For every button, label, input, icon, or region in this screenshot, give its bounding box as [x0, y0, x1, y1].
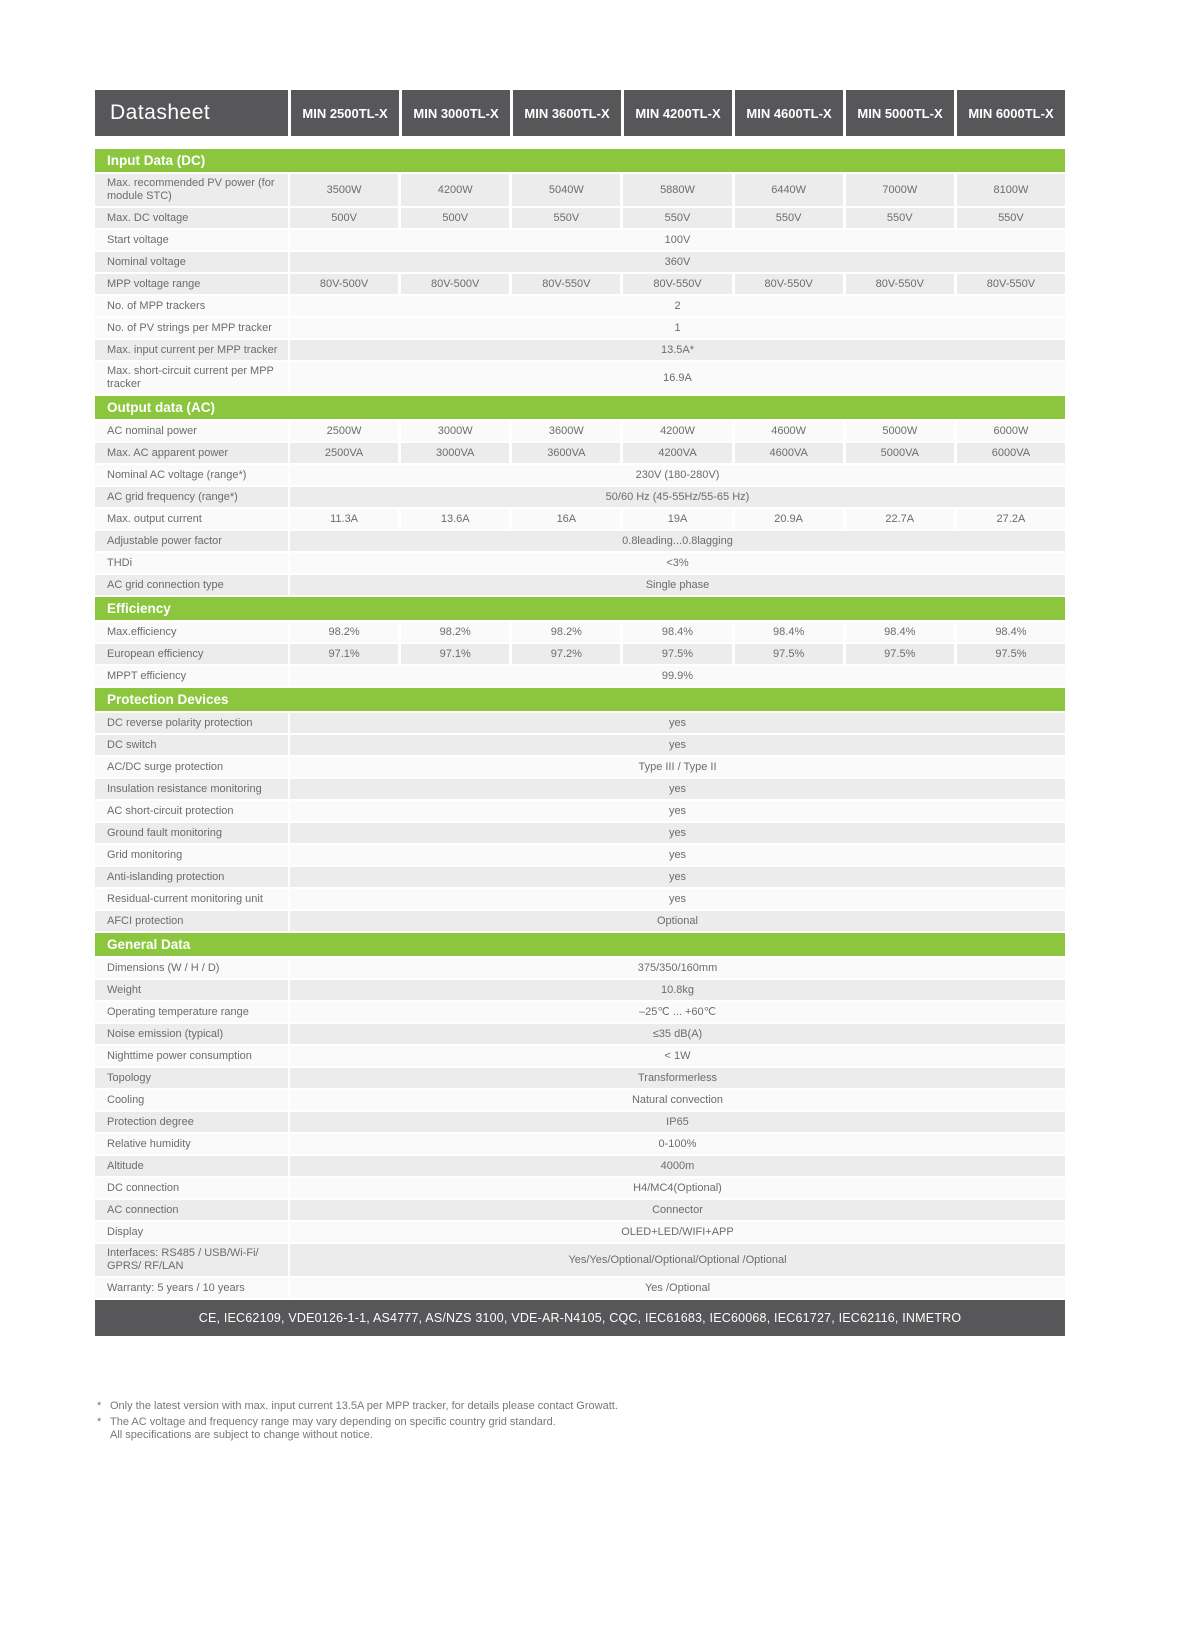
spec-values	[290, 889, 1065, 909]
spec-value: 550V	[846, 208, 954, 228]
spec-row	[95, 867, 1065, 887]
spec-label: AC connection	[95, 1200, 288, 1220]
spec-value: 6000VA	[957, 443, 1065, 463]
spec-row	[95, 274, 1065, 294]
spec-label: Start voltage	[95, 230, 288, 250]
spec-value: 2500VA	[290, 443, 398, 463]
spec-value: 11.3A	[290, 509, 398, 529]
spec-value: 550V	[512, 208, 620, 228]
spec-value: 6440W	[735, 174, 843, 206]
spec-value: 98.2%	[512, 622, 620, 642]
spec-values	[290, 1244, 1065, 1276]
spec-value: 80V-500V	[401, 274, 509, 294]
spec-value: 97.5%	[846, 644, 954, 664]
model-header-min-2500tl-x: MIN 2500TL-X	[291, 90, 399, 136]
spec-row	[95, 509, 1065, 529]
spec-value: 80V-500V	[290, 274, 398, 294]
footnotes	[95, 1400, 1065, 1442]
spec-value-span: ≤35 dB(A)	[290, 1024, 1065, 1044]
spec-row	[95, 1178, 1065, 1198]
spec-value-span: 100V	[290, 230, 1065, 250]
spec-values	[290, 553, 1065, 573]
spec-value: 97.5%	[957, 644, 1065, 664]
spec-value-span: Connector	[290, 1200, 1065, 1220]
spec-value-span: yes	[290, 735, 1065, 755]
spec-value: 98.4%	[623, 622, 731, 642]
spec-row	[95, 644, 1065, 664]
model-header-min-5000tl-x: MIN 5000TL-X	[846, 90, 954, 136]
model-header-min-4600tl-x: MIN 4600TL-X	[735, 90, 843, 136]
spec-label: Noise emission (typical)	[95, 1024, 288, 1044]
spec-values	[290, 757, 1065, 777]
spec-value: 80V-550V	[957, 274, 1065, 294]
spec-values	[290, 274, 1065, 294]
footnote-marker: *	[97, 1400, 102, 1412]
spec-value: 80V-550V	[512, 274, 620, 294]
spec-label: Ground fault monitoring	[95, 823, 288, 843]
spec-value-span: 0.8leading...0.8lagging	[290, 531, 1065, 551]
spec-row	[95, 801, 1065, 821]
spec-row	[95, 208, 1065, 228]
spec-value-span: 13.5A*	[290, 340, 1065, 360]
spec-values	[290, 1024, 1065, 1044]
spec-label: AC grid connection type	[95, 575, 288, 595]
spec-values	[290, 713, 1065, 733]
spec-row	[95, 531, 1065, 551]
spec-label: Nominal voltage	[95, 252, 288, 272]
section-title: Output data (AC)	[95, 396, 1065, 419]
spec-values	[290, 443, 1065, 463]
spec-label: Weight	[95, 980, 288, 1000]
section-title: Input Data (DC)	[95, 149, 1065, 172]
spec-label: AC nominal power	[95, 421, 288, 441]
spec-value: 80V-550V	[846, 274, 954, 294]
spec-row	[95, 1068, 1065, 1088]
spec-label: Dimensions (W / H / D)	[95, 958, 288, 978]
spec-values	[290, 230, 1065, 250]
spec-label: Max. output current	[95, 509, 288, 529]
spec-values	[290, 1068, 1065, 1088]
spec-value: 98.4%	[957, 622, 1065, 642]
spec-label: Altitude	[95, 1156, 288, 1176]
spec-row	[95, 443, 1065, 463]
spec-value-span: yes	[290, 779, 1065, 799]
spec-values	[290, 1156, 1065, 1176]
footnote-line: The AC voltage and frequency range may vary depending on specific country grid standard.	[110, 1416, 556, 1428]
spec-value: 98.4%	[735, 622, 843, 642]
spec-values	[290, 779, 1065, 799]
footnote-marker: *	[97, 1416, 102, 1428]
spec-row	[95, 1024, 1065, 1044]
spec-value: 7000W	[846, 174, 954, 206]
spec-value-span: Type III / Type II	[290, 757, 1065, 777]
spec-row	[95, 779, 1065, 799]
spec-table	[95, 149, 1065, 1298]
spec-value-span: <3%	[290, 553, 1065, 573]
spec-values	[290, 911, 1065, 931]
spec-label: Interfaces: RS485 / USB/Wi-Fi/ GPRS/ RF/LAN	[95, 1244, 288, 1276]
section-title: Protection Devices	[95, 688, 1065, 711]
spec-row	[95, 174, 1065, 206]
spec-label: AFCI protection	[95, 911, 288, 931]
spec-value-span: 50/60 Hz (45-55Hz/55-65 Hz)	[290, 487, 1065, 507]
page-title: Datasheet	[95, 90, 288, 136]
spec-value: 27.2A	[957, 509, 1065, 529]
spec-values	[290, 1200, 1065, 1220]
spec-value: 2500W	[290, 421, 398, 441]
spec-value-span: 375/350/160mm	[290, 958, 1065, 978]
spec-row	[95, 252, 1065, 272]
spec-value-span: H4/MC4(Optional)	[290, 1178, 1065, 1198]
footnote-text	[110, 1416, 556, 1442]
spec-value-span: Yes /Optional	[290, 1278, 1065, 1298]
spec-values	[290, 318, 1065, 338]
spec-label: Max. AC apparent power	[95, 443, 288, 463]
spec-values	[290, 1278, 1065, 1298]
spec-value: 20.9A	[735, 509, 843, 529]
spec-value: 22.7A	[846, 509, 954, 529]
spec-value-span: Yes/Yes/Optional/Optional/Optional /Optional	[290, 1244, 1065, 1276]
spec-label: Max. DC voltage	[95, 208, 288, 228]
spec-values	[290, 296, 1065, 316]
spec-row	[95, 889, 1065, 909]
spec-value-span: yes	[290, 823, 1065, 843]
spec-value: 4600VA	[735, 443, 843, 463]
spec-value: 3500W	[290, 174, 398, 206]
spec-row	[95, 666, 1065, 686]
spec-values	[290, 208, 1065, 228]
spec-row	[95, 1244, 1065, 1276]
spec-row	[95, 1090, 1065, 1110]
spec-row	[95, 757, 1065, 777]
spec-row	[95, 1112, 1065, 1132]
footnote-text	[110, 1400, 618, 1413]
spec-value: 8100W	[957, 174, 1065, 206]
spec-values	[290, 1090, 1065, 1110]
spec-value: 80V-550V	[735, 274, 843, 294]
certifications-bar: CE, IEC62109, VDE0126-1-1, AS4777, AS/NZS 3100, VDE-AR-N4105, CQC, IEC61683, IEC60068, IEC61727, IEC62116, INMETRO	[95, 1300, 1065, 1336]
spec-value: 98.4%	[846, 622, 954, 642]
section-title: Efficiency	[95, 597, 1065, 620]
spec-value-span: yes	[290, 801, 1065, 821]
spec-values	[290, 958, 1065, 978]
spec-value: 500V	[290, 208, 398, 228]
spec-label: Grid monitoring	[95, 845, 288, 865]
spec-values	[290, 340, 1065, 360]
spec-values	[290, 1222, 1065, 1242]
spec-label: No. of PV strings per MPP tracker	[95, 318, 288, 338]
spec-value: 4200W	[401, 174, 509, 206]
spec-row	[95, 735, 1065, 755]
spec-row	[95, 958, 1065, 978]
spec-label: Display	[95, 1222, 288, 1242]
spec-value: 19A	[623, 509, 731, 529]
spec-values	[290, 465, 1065, 485]
spec-value-span: IP65	[290, 1112, 1065, 1132]
spec-row	[95, 1134, 1065, 1154]
spec-value: 550V	[623, 208, 731, 228]
spec-value: 98.2%	[401, 622, 509, 642]
spec-row	[95, 713, 1065, 733]
model-header-min-3600tl-x: MIN 3600TL-X	[513, 90, 621, 136]
spec-row	[95, 553, 1065, 573]
table-header-row	[95, 90, 1065, 136]
spec-label: Max. input current per MPP tracker	[95, 340, 288, 360]
spec-row	[95, 421, 1065, 441]
spec-values	[290, 801, 1065, 821]
spec-value-span: Single phase	[290, 575, 1065, 595]
spec-label: MPPT efficiency	[95, 666, 288, 686]
spec-label: European efficiency	[95, 644, 288, 664]
spec-row	[95, 1156, 1065, 1176]
spec-value-span: yes	[290, 713, 1065, 733]
spec-row	[95, 911, 1065, 931]
spec-value: 4200W	[623, 421, 731, 441]
spec-value-span: 230V (180-280V)	[290, 465, 1065, 485]
spec-values	[290, 1112, 1065, 1132]
spec-row	[95, 487, 1065, 507]
spec-label: THDi	[95, 553, 288, 573]
spec-value-span: 10.8kg	[290, 980, 1065, 1000]
spec-values	[290, 487, 1065, 507]
spec-value: 13.6A	[401, 509, 509, 529]
spec-values	[290, 980, 1065, 1000]
spec-label: Operating temperature range	[95, 1002, 288, 1022]
spec-value: 4600W	[735, 421, 843, 441]
spec-value: 5000W	[846, 421, 954, 441]
spec-label: AC/DC surge protection	[95, 757, 288, 777]
spec-row	[95, 465, 1065, 485]
model-header-group	[291, 90, 1065, 136]
spec-value: 500V	[401, 208, 509, 228]
spec-row	[95, 823, 1065, 843]
model-header-min-3000tl-x: MIN 3000TL-X	[402, 90, 510, 136]
spec-value-span: OLED+LED/WIFI+APP	[290, 1222, 1065, 1242]
spec-value: 97.1%	[401, 644, 509, 664]
spec-row	[95, 230, 1065, 250]
spec-label: Topology	[95, 1068, 288, 1088]
spec-value: 3600W	[512, 421, 620, 441]
spec-label: Insulation resistance monitoring	[95, 779, 288, 799]
spec-value: 550V	[735, 208, 843, 228]
spec-values	[290, 644, 1065, 664]
spec-value: 3600VA	[512, 443, 620, 463]
datasheet-page	[95, 90, 1065, 1445]
spec-value: 98.2%	[290, 622, 398, 642]
spec-values	[290, 735, 1065, 755]
spec-values	[290, 823, 1065, 843]
spec-value: 5000VA	[846, 443, 954, 463]
spec-row	[95, 845, 1065, 865]
spec-label: AC grid frequency (range*)	[95, 487, 288, 507]
spec-values	[290, 1046, 1065, 1066]
spec-value: 97.5%	[623, 644, 731, 664]
spec-value: 5040W	[512, 174, 620, 206]
spec-values	[290, 575, 1065, 595]
spec-label: Nighttime power consumption	[95, 1046, 288, 1066]
spec-value-span: 360V	[290, 252, 1065, 272]
spec-value-span: 2	[290, 296, 1065, 316]
spec-label: Nominal AC voltage (range*)	[95, 465, 288, 485]
spec-row	[95, 980, 1065, 1000]
spec-row	[95, 296, 1065, 316]
spec-row	[95, 1046, 1065, 1066]
spec-label: DC connection	[95, 1178, 288, 1198]
spec-value-span: yes	[290, 867, 1065, 887]
spec-label: Relative humidity	[95, 1134, 288, 1154]
spec-row	[95, 362, 1065, 394]
spec-value-span: yes	[290, 845, 1065, 865]
spec-label: Cooling	[95, 1090, 288, 1110]
spec-row	[95, 1278, 1065, 1298]
spec-row	[95, 1002, 1065, 1022]
spec-value-span: < 1W	[290, 1046, 1065, 1066]
spec-label: Max. recommended PV power (for module STC)	[95, 174, 288, 206]
footnote-line: Only the latest version with max. input current 13.5A per MPP tracker, for details please contact Growatt.	[110, 1400, 618, 1412]
spec-row	[95, 1222, 1065, 1242]
spec-value: 97.2%	[512, 644, 620, 664]
footnote	[97, 1400, 1065, 1413]
spec-values	[290, 362, 1065, 394]
spec-value-span: 4000m	[290, 1156, 1065, 1176]
model-header-min-4200tl-x: MIN 4200TL-X	[624, 90, 732, 136]
spec-value-span: yes	[290, 889, 1065, 909]
spec-values	[290, 622, 1065, 642]
spec-values	[290, 867, 1065, 887]
spec-label: AC short-circuit protection	[95, 801, 288, 821]
spec-values	[290, 845, 1065, 865]
spec-label: DC reverse polarity protection	[95, 713, 288, 733]
spec-label: MPP voltage range	[95, 274, 288, 294]
spec-label: Adjustable power factor	[95, 531, 288, 551]
spec-row	[95, 575, 1065, 595]
spec-label: No. of MPP trackers	[95, 296, 288, 316]
spec-value-span: Transformerless	[290, 1068, 1065, 1088]
spec-value-span: 16.9A	[290, 362, 1065, 394]
model-header-min-6000tl-x: MIN 6000TL-X	[957, 90, 1065, 136]
footnote-line: All specifications are subject to change without notice.	[110, 1429, 373, 1441]
spec-label: Max.efficiency	[95, 622, 288, 642]
spec-row	[95, 318, 1065, 338]
spec-label: DC switch	[95, 735, 288, 755]
spec-value-span: Optional	[290, 911, 1065, 931]
spec-value-span: –25℃ ... +60℃	[290, 1002, 1065, 1022]
spec-row	[95, 622, 1065, 642]
spec-values	[290, 1178, 1065, 1198]
spec-value: 97.5%	[735, 644, 843, 664]
section-title: General Data	[95, 933, 1065, 956]
spec-value: 80V-550V	[623, 274, 731, 294]
spec-value-span: 0-100%	[290, 1134, 1065, 1154]
spec-row	[95, 1200, 1065, 1220]
spec-values	[290, 252, 1065, 272]
spec-label: Protection degree	[95, 1112, 288, 1132]
spec-values	[290, 531, 1065, 551]
spec-value-span: 99.9%	[290, 666, 1065, 686]
spec-row	[95, 340, 1065, 360]
spec-values	[290, 666, 1065, 686]
spec-values	[290, 509, 1065, 529]
spec-value: 550V	[957, 208, 1065, 228]
spec-label: Max. short-circuit current per MPP tracker	[95, 362, 288, 394]
spec-value: 3000VA	[401, 443, 509, 463]
spec-label: Warranty: 5 years / 10 years	[95, 1278, 288, 1298]
spec-value-span: 1	[290, 318, 1065, 338]
spec-values	[290, 1002, 1065, 1022]
spec-label: Residual-current monitoring unit	[95, 889, 288, 909]
spec-value: 97.1%	[290, 644, 398, 664]
spec-values	[290, 174, 1065, 206]
spec-value-span: Natural convection	[290, 1090, 1065, 1110]
spec-value: 3000W	[401, 421, 509, 441]
spec-value: 16A	[512, 509, 620, 529]
spec-label: Anti-islanding protection	[95, 867, 288, 887]
spec-values	[290, 1134, 1065, 1154]
footnote	[97, 1416, 1065, 1442]
spec-value: 5880W	[623, 174, 731, 206]
spec-value: 6000W	[957, 421, 1065, 441]
spec-value: 4200VA	[623, 443, 731, 463]
spec-values	[290, 421, 1065, 441]
